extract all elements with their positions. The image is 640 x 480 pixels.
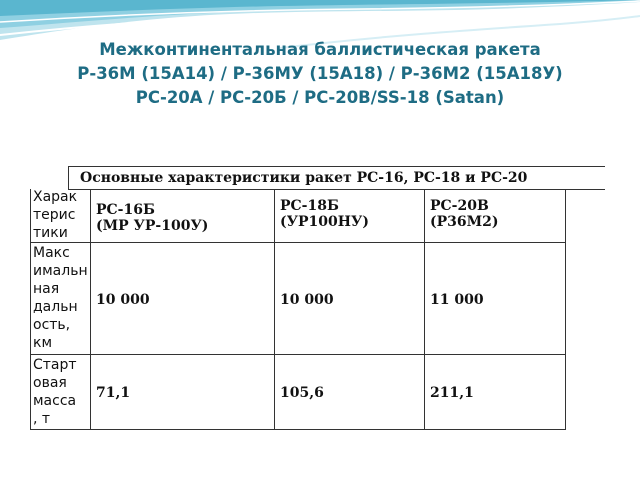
value-launch-mass-rs20v: 211,1	[430, 385, 474, 401]
row-header-launch-mass: Старт овая масса , т	[33, 357, 77, 427]
table-column-divider	[424, 189, 425, 429]
title-line-2: Р-36М (15А14) / Р-36МУ (15А18) / Р-36М2 (15А18У)	[77, 64, 563, 83]
table-row-divider	[30, 354, 566, 355]
row-header-max-range: Макс имальн ная дальн ость, км	[33, 245, 88, 351]
column-header-rs18b: РС-18Б (УР100НУ)	[280, 198, 369, 230]
table-border-left	[30, 189, 31, 429]
table-column-divider	[274, 189, 275, 429]
table-border-right	[565, 189, 566, 430]
corner-header: Харак терис тики	[33, 189, 78, 241]
table-row-divider	[30, 242, 566, 243]
value-launch-mass-rs18b: 105,6	[280, 385, 324, 401]
column-header-rs20v: РС-20В (Р36М2)	[430, 198, 499, 230]
title-line-1: Межконтинентальная баллистическая ракета	[99, 40, 541, 59]
column-header-rs16b: РС-16Б (МР УР-100У)	[96, 202, 209, 234]
value-max-range-rs16b: 10 000	[96, 292, 150, 308]
table-border-bottom	[30, 429, 566, 430]
table-column-divider	[90, 189, 91, 429]
value-max-range-rs18b: 10 000	[280, 292, 334, 308]
table-caption: Основные характеристики ракет РС-16, РС-18 и РС-20	[80, 170, 528, 186]
value-launch-mass-rs16b: 71,1	[96, 385, 131, 401]
value-max-range-rs20v: 11 000	[430, 292, 484, 308]
title-line-3: РС-20А / РС-20Б / РС-20В/SS-18 (Satan)	[135, 88, 505, 107]
